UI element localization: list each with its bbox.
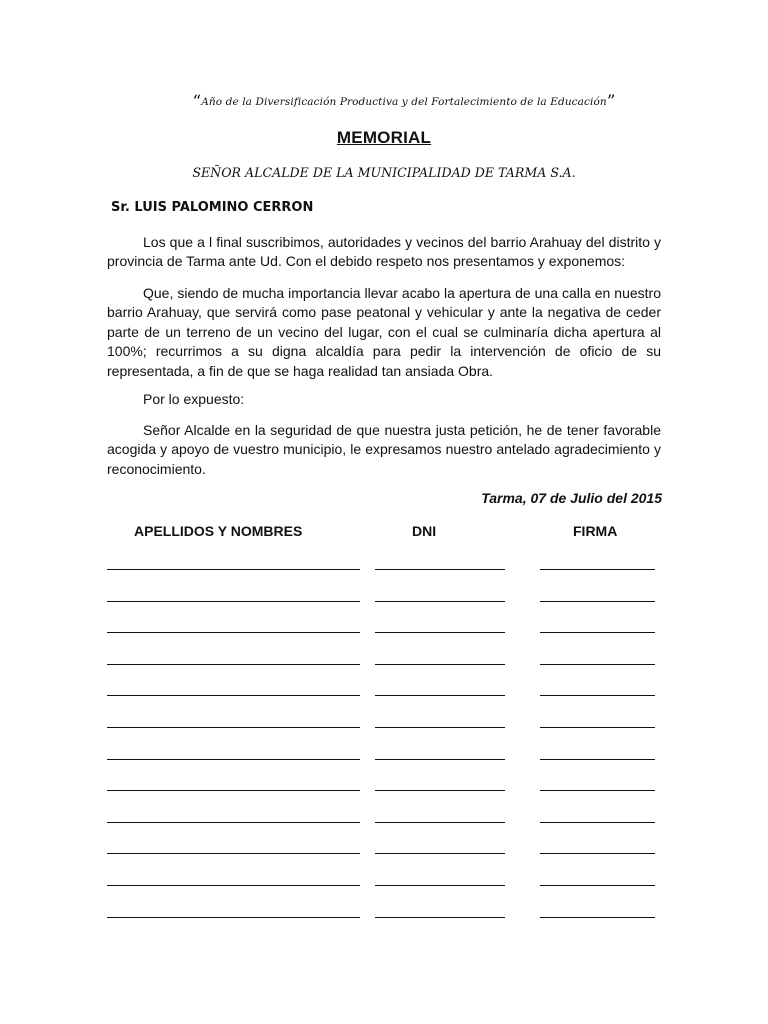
dni-line (375, 790, 505, 791)
dni-line (375, 727, 505, 728)
firma-line (540, 885, 655, 886)
signature-row (0, 822, 768, 824)
year-motto (0, 92, 768, 112)
dni-line (375, 917, 505, 918)
name-line (107, 822, 360, 823)
addressee-line: SEÑOR ALCALDE DE LA MUNICIPALIDAD DE TARMA S.A. (192, 165, 576, 180)
name-line (107, 759, 360, 760)
firma-line (540, 664, 655, 665)
signature-row (0, 917, 768, 919)
name-line (107, 695, 360, 696)
firma-line (540, 569, 655, 570)
signature-row (0, 695, 768, 697)
signature-row (0, 885, 768, 887)
dni-line (375, 853, 505, 854)
open-quote: “ (192, 92, 202, 112)
firma-line (540, 917, 655, 918)
paragraph-closing: Señor Alcalde en la seguridad de que nuestra justa petición, he de tener favorable acogida y apoyo de vuestro municipio, le expresamos nuestro antelado agradecimiento y reconocimiento. (107, 422, 661, 477)
name-line (107, 727, 360, 728)
paragraph-por-lo-expuesto: Por lo expuesto: (143, 391, 245, 407)
column-header-dni: DNI (412, 523, 437, 539)
dni-line (375, 664, 505, 665)
close-quote: ” (606, 92, 616, 112)
name-line (107, 601, 360, 602)
firma-line (540, 790, 655, 791)
date-line: Tarma, 07 de Julio del 2015 (481, 490, 662, 506)
firma-line (540, 853, 655, 854)
firma-line (540, 727, 655, 728)
name-line (107, 569, 360, 570)
name-line (107, 790, 360, 791)
firma-line (540, 759, 655, 760)
signature-row (0, 853, 768, 855)
paragraph-introduction: Los que a l final suscribimos, autoridades y vecinos del barrio Arahuay del distrito y provincia de Tarma ante Ud. Con el debido respeto nos presentamos y exponemos: (107, 234, 661, 270)
name-line (107, 664, 360, 665)
dni-line (375, 695, 505, 696)
column-header-firma: FIRMA (573, 523, 618, 539)
paragraph-request: Que, siendo de mucha importancia llevar acabo la apertura de una calla en nuestro barrio Arahuay, que servirá como pase peatonal y vehicular y ante la negativa de ceder parte de un terreno de un vecino del lugar, con el cual se culminaría dicha apertura al 100%; recurrimos a su digna alcaldía para pedir la intervención de oficio de su representada, a fin de que se haga realidad tan ansiada Obra. (107, 285, 661, 379)
signature-row (0, 759, 768, 761)
dni-line (375, 759, 505, 760)
dni-line (375, 885, 505, 886)
year-motto-text: Año de la Diversificación Productiva y del Fortalecimiento de la Educación (201, 96, 607, 108)
name-line (107, 853, 360, 854)
document-title: MEMORIAL (336, 128, 432, 147)
dni-line (375, 822, 505, 823)
recipient-name: Sr. LUIS PALOMINO CERRON (111, 200, 314, 215)
dni-line (375, 569, 505, 570)
dni-line (375, 632, 505, 633)
column-header-names: APELLIDOS Y NOMBRES (134, 523, 303, 539)
signature-row (0, 664, 768, 666)
firma-line (540, 632, 655, 633)
name-line (107, 917, 360, 918)
signature-row (0, 727, 768, 729)
firma-line (540, 695, 655, 696)
dni-line (375, 601, 505, 602)
signature-row (0, 569, 768, 571)
signature-row (0, 601, 768, 603)
name-line (107, 885, 360, 886)
firma-line (540, 822, 655, 823)
signature-row (0, 632, 768, 634)
firma-line (540, 601, 655, 602)
name-line (107, 632, 360, 633)
signature-row (0, 790, 768, 792)
